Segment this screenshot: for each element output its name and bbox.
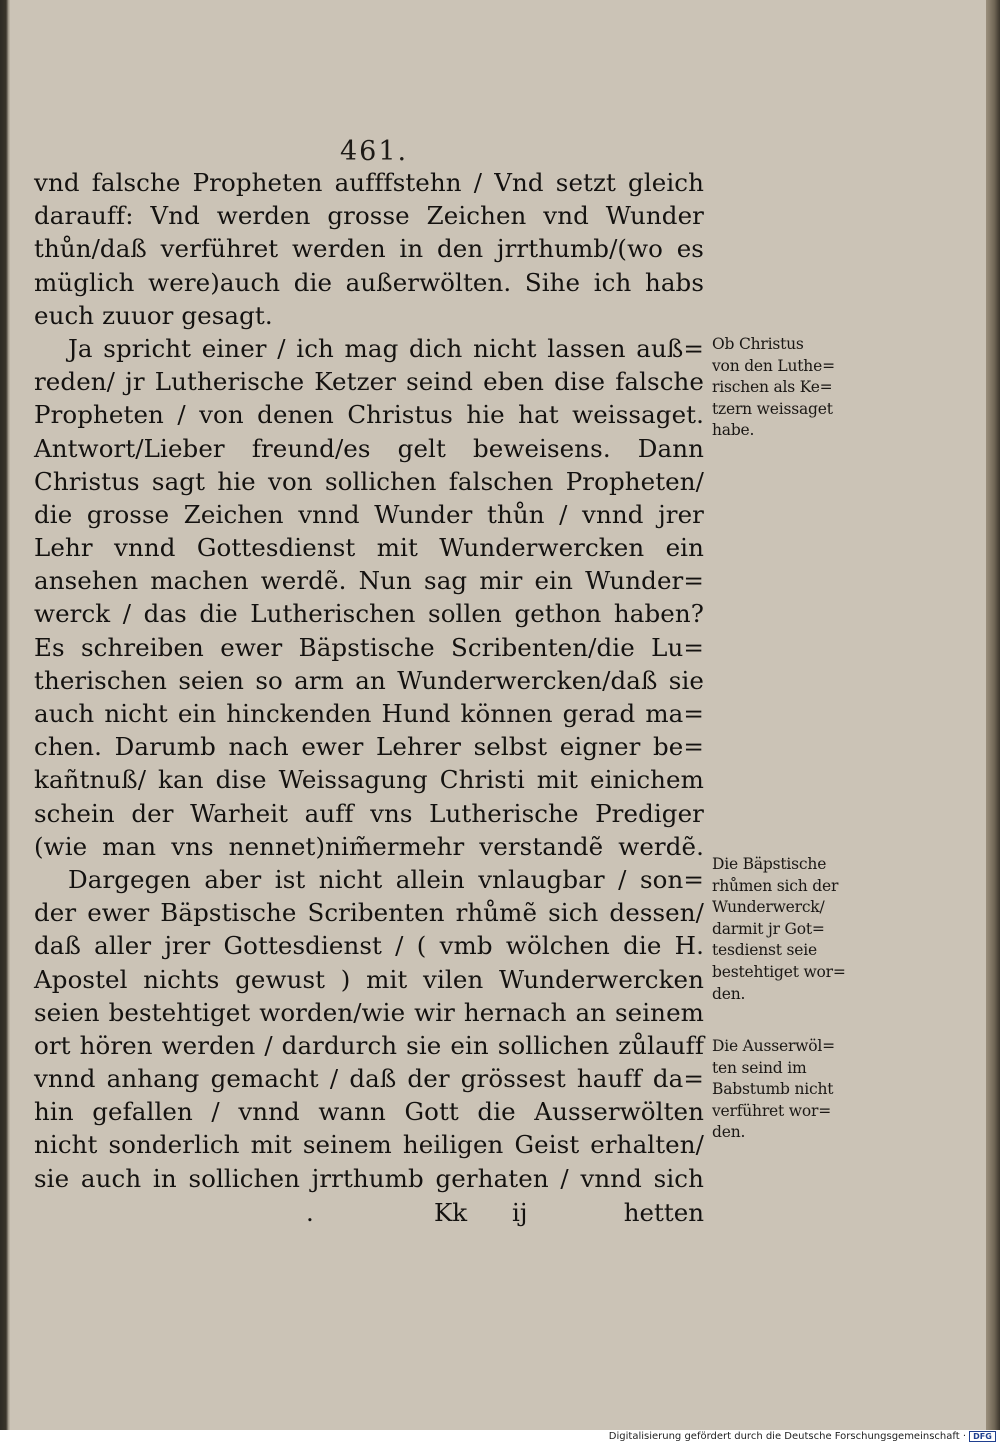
funding-credit: Digitalisierung gefördert durch die Deutsche Forschungsgemeinschaft · (608, 1431, 966, 1442)
dfg-logo-icon: DFG (969, 1431, 996, 1442)
marginal-line: ten seind im (712, 1058, 807, 1077)
main-text-block (34, 166, 704, 1195)
text-line: hin gefallen / vnnd wann Gott die Ausserwölten (34, 1097, 704, 1127)
page-edge-shadow (986, 0, 1000, 1430)
text-line: werck / das die Lutherischen sollen gethon haben? (34, 599, 704, 629)
text-line: daß aller jrer Gottesdienst / ( vmb wölchen die H. (34, 931, 704, 961)
text-line: thůn/daß verführet werden in den jrrthumb/(wo es (34, 234, 704, 264)
text-line: der ewer Bäpstische Scribenten rhůmẽ sich dessen/ (34, 898, 704, 928)
text-line: schein der Warheit auff vns Lutherische Prediger (34, 798, 704, 828)
text-line: auch nicht ein hinckenden Hund können gerad ma= (34, 699, 704, 728)
text-line: reden/ jr Lutherische Ketzer seind eben dise falsche (34, 367, 704, 397)
text-line: Lehr vnnd Gottesdienst mit Wunderwercken ein (34, 533, 704, 563)
text-line: euch zuuor gesagt. (34, 300, 273, 330)
text-line: (wie man vns nennet)nim̃ermehr verstandẽ werdẽ. (34, 831, 704, 861)
text-line: ort hören werden / dardurch sie ein sollichen zůlauff (34, 1030, 704, 1060)
marginal-line: tzern weissaget (712, 399, 833, 418)
text-line: vnnd anhang gemacht / daß der grössest hauff da= (34, 1064, 704, 1094)
text-line: Propheten / von denen Christus hie hat weissaget. (34, 400, 704, 430)
marginal-line: Die Bäpstische (712, 855, 827, 873)
text-line: seien bestehtiget worden/wie wir hernach an seinem (34, 997, 704, 1027)
text-line: therischen seien so arm an Wunderwercken/daß sie (34, 665, 704, 695)
text-line: chen. Darumb nach ewer Lehrer selbst eigner be= (34, 732, 704, 762)
marginal-line: Die Ausserwöl= (712, 1037, 835, 1055)
text-line: müglich were)auch die außerwölten. Sihe ich habs (34, 267, 704, 297)
text-line: Apostel nichts gewust ) mit vilen Wunderwercken (34, 964, 704, 994)
text-line: Es schreiben ewer Bäpstische Scribenten/die Lu= (34, 632, 704, 662)
marginal-line: von den Luthe= (712, 356, 835, 375)
marginal-line: Wunderwerck/ (712, 898, 825, 917)
text-line: kañtnuß/ kan dise Weissagung Christi mit einichem (34, 765, 704, 795)
marginal-note-3 (712, 1036, 872, 1144)
marginal-note-2 (712, 854, 872, 1005)
marginal-line: verführet wor= (712, 1101, 831, 1120)
text-line: sie auch in sollichen jrrthumb gerhaten / vnnd sich (34, 1163, 704, 1193)
catchword-line (34, 1196, 704, 1229)
text-line: Antwort/Lieber freund/es gelt beweisens. Dann (34, 433, 704, 463)
page-number: 461. (340, 136, 409, 167)
marginal-line: den. (712, 984, 746, 1003)
marginal-line: Babstumb nicht (712, 1080, 834, 1099)
text-line: ansehen machen werdẽ. Nun sag mir ein Wunder= (34, 566, 704, 596)
catchword-dot: . (306, 1198, 314, 1227)
text-line: die grosse Zeichen vnnd Wunder thůn / vnnd jrer (34, 499, 704, 529)
marginal-line: bestehtiget wor= (712, 962, 846, 981)
text-line: nicht sonderlich mit seinem heiligen Geist erhalten/ (34, 1130, 704, 1160)
marginal-note-1 (712, 334, 872, 442)
marginal-line: darmit jr Got= (712, 919, 825, 938)
marginal-line: tesdienst seie (712, 941, 817, 960)
signature-mark: Kk (434, 1198, 468, 1227)
marginal-line: rhůmen sich der (712, 876, 839, 895)
marginal-line: den. (712, 1123, 746, 1142)
text-line: Ja spricht einer / ich mag dich nicht lassen auß= (68, 333, 704, 363)
marginal-line: rischen als Ke= (712, 378, 833, 397)
signature-number: ij (512, 1198, 528, 1227)
text-line: darauff: Vnd werden grosse Zeichen vnd Wunder (34, 201, 704, 231)
marginal-line: Ob Christus (712, 335, 804, 353)
book-page (10, 0, 986, 1430)
text-line: Christus sagt hie von sollichen falschen Propheten/ (34, 466, 704, 496)
marginal-line: habe. (712, 421, 755, 440)
text-line: Dargegen aber ist nicht allein vnlaugbar / son= (68, 864, 704, 894)
footer-bar (0, 1430, 1000, 1443)
catchword: hetten (623, 1198, 704, 1227)
text-line: vnd falsche Propheten aufffstehn / Vnd setzt gleich (34, 168, 704, 197)
